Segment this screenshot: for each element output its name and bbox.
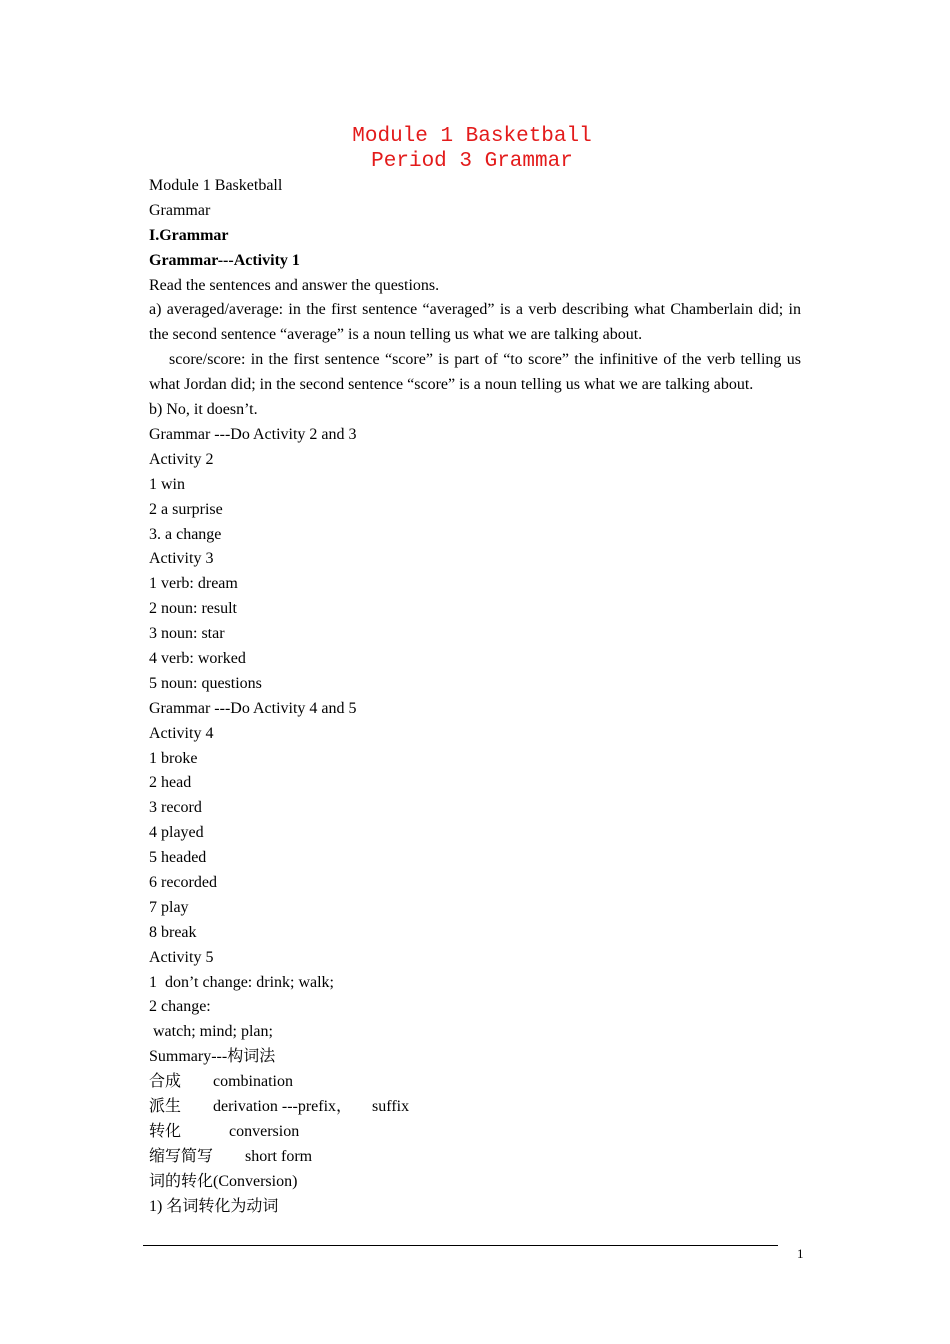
text-line: Grammar (149, 201, 211, 219)
text-line: Summary---构词法 (149, 1048, 276, 1066)
text-line: 转化 conversion (149, 1122, 300, 1140)
text-line: Activity 5 (149, 948, 214, 966)
text-line: 词的转化(Conversion) (149, 1172, 298, 1190)
text-line: watch; mind; plan; (149, 1023, 273, 1041)
text-line: Activity 4 (149, 724, 214, 742)
text-line: 1 don’t change: drink; walk; (149, 973, 334, 991)
text-line: 4 played (149, 824, 204, 842)
text-line: Activity 2 (149, 450, 214, 468)
document-body (149, 174, 801, 1219)
text-line: 5 headed (149, 849, 207, 867)
text-line: Activity 3 (149, 550, 214, 568)
text-line: Grammar ---Do Activity 4 and 5 (149, 699, 357, 717)
text-line: Grammar ---Do Activity 2 and 3 (149, 425, 357, 443)
text-line: 6 recorded (149, 874, 217, 891)
title-line-2: Period 3 Grammar (371, 150, 573, 173)
text-paragraph: score/score: in the first sentence “score” is part of “to score” the infinitive of the verb telling us what Jordan did; in the second sentence “score” is a noun telling us what we are talking about. (149, 351, 801, 394)
text-line: 2 a surprise (149, 500, 223, 518)
page-number: 1 (797, 1246, 804, 1261)
text-line: 8 break (149, 923, 197, 941)
text-line: 2 noun: result (149, 600, 237, 618)
text-line: I.Grammar (149, 226, 229, 244)
text-line: b) No, it doesn’t. (149, 401, 258, 419)
document-title (0, 124, 944, 174)
text-line: 1 verb: dream (149, 575, 238, 593)
text-line: 1) 名词转化为动词 (149, 1197, 279, 1215)
text-line: 3 noun: star (149, 625, 225, 643)
text-line: 派生 derivation ---prefix， suffix (149, 1098, 410, 1116)
title-line-1: Module 1 Basketball (352, 125, 592, 148)
text-line: 3. a change (149, 525, 222, 543)
text-line: Grammar---Activity 1 (149, 251, 300, 269)
text-line: 2 head (149, 774, 192, 792)
text-line: 2 change: (149, 998, 211, 1016)
text-paragraph: a) averaged/average: in the first sentence “averaged” is a verb describing what Chamberlain did; in the second sentence “average” is a noun telling us what we are talking about. (149, 301, 801, 344)
text-line: 3 record (149, 799, 202, 817)
text-line: Module 1 Basketball (149, 177, 283, 194)
text-line: 合成 combination (149, 1073, 293, 1091)
text-line: 缩写简写 short form (149, 1147, 313, 1165)
footer-divider (143, 1245, 778, 1246)
text-line: 4 verb: worked (149, 649, 246, 667)
text-line: 5 noun: questions (149, 674, 262, 692)
text-line: 1 broke (149, 749, 198, 767)
text-line: 1 win (149, 475, 185, 493)
text-line: Read the sentences and answer the questions. (149, 276, 440, 294)
text-line: 7 play (149, 898, 189, 916)
